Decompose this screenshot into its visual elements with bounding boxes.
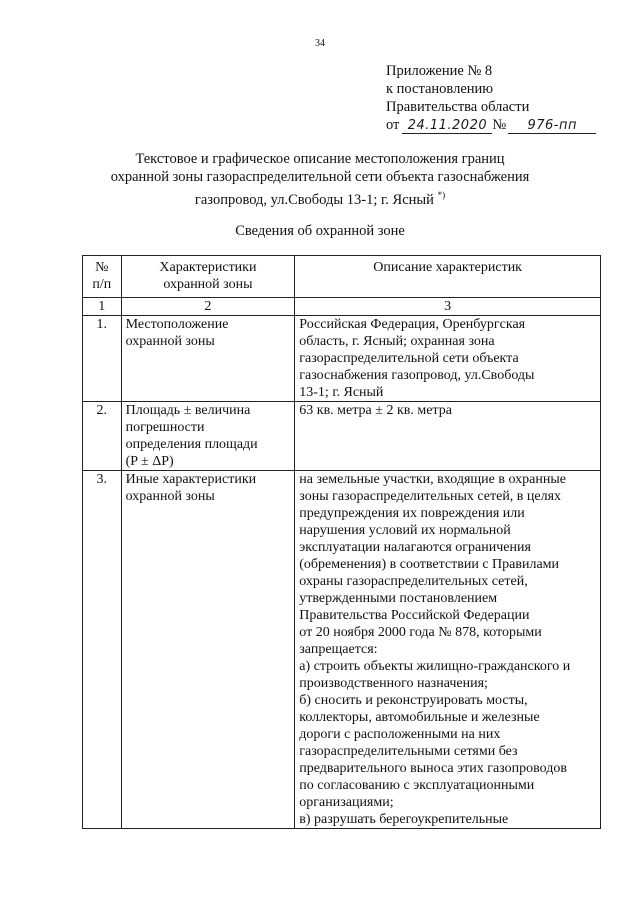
row-characteristic: Местоположение охранной зоны bbox=[121, 316, 295, 402]
column-number: 1 bbox=[83, 298, 122, 316]
table-row bbox=[83, 316, 601, 402]
document-title-line: Текстовое и графическое описание местоположения границ bbox=[135, 151, 505, 167]
document-title-line: охранной зоны газораспределительной сети объекта газоснабжения bbox=[110, 169, 530, 185]
table-row bbox=[83, 471, 601, 829]
document-title-line: газопровод, ул.Свободы 13-1; г. Ясный *) bbox=[194, 190, 446, 208]
appendix-line: Приложение № 8 bbox=[386, 63, 493, 79]
table-header-row bbox=[83, 256, 601, 298]
number-sign: № bbox=[492, 117, 507, 133]
appendix-date-line bbox=[386, 116, 596, 134]
row-number: 3. bbox=[83, 471, 122, 829]
handwritten-date: 24.11.2020 bbox=[402, 119, 492, 134]
section-subtitle: Сведения об охранной зоне bbox=[235, 223, 405, 239]
protection-zone-table bbox=[82, 255, 601, 829]
footnote-mark: *) bbox=[437, 190, 446, 200]
row-characteristic: Площадь ± величина погрешности определения площади (P ± ΔP) bbox=[121, 402, 295, 471]
handwritten-number: 976-пп bbox=[508, 119, 596, 134]
row-characteristic: Иные характеристики охранной зоны bbox=[121, 471, 295, 829]
appendix-line: к постановлению bbox=[386, 81, 494, 97]
column-number: 3 bbox=[295, 298, 601, 316]
page-number: 34 bbox=[315, 38, 325, 49]
header-characteristic: Характеристики охранной зоны bbox=[121, 256, 295, 298]
column-number: 2 bbox=[121, 298, 295, 316]
row-description: 63 кв. метра ± 2 кв. метра bbox=[295, 402, 601, 471]
row-number: 2. bbox=[83, 402, 122, 471]
row-description: Российская Федерация, Оренбургская область, г. Ясный; охранная зона газораспределительной сети объекта газоснабжения газопровод, ул.Свободы 13-1; г. Ясный bbox=[295, 316, 601, 402]
header-number: № п/п bbox=[83, 256, 122, 298]
column-number-row bbox=[83, 298, 601, 316]
table-row bbox=[83, 402, 601, 471]
appendix-line: Правительства области bbox=[386, 99, 530, 115]
header-description: Описание характеристик bbox=[295, 256, 601, 298]
row-number: 1. bbox=[83, 316, 122, 402]
date-prefix: от bbox=[386, 117, 400, 133]
row-description: на земельные участки, входящие в охранные зоны газораспределительных сетей, в целях предупреждения их повреждения или нарушения условий их нормальной эксплуатации налагаются ограничения (обременения) в соответствии с Правилами охраны газораспределительных сетей, утвержденными постановлением Правительства Российской Федерации от 20 ноября 2000 года № 878, которыми запрещается: а) строить объекты жилищно-гражданского и производственного назначения; б) сносить и реконструировать мосты, коллекторы, автомобильные и железные дороги с расположенными на них газораспределительными сетями без предварительного выноса этих газопроводов по согласованию с эксплуатационными организациями; в) разрушать берегоукрепительные bbox=[295, 471, 601, 829]
